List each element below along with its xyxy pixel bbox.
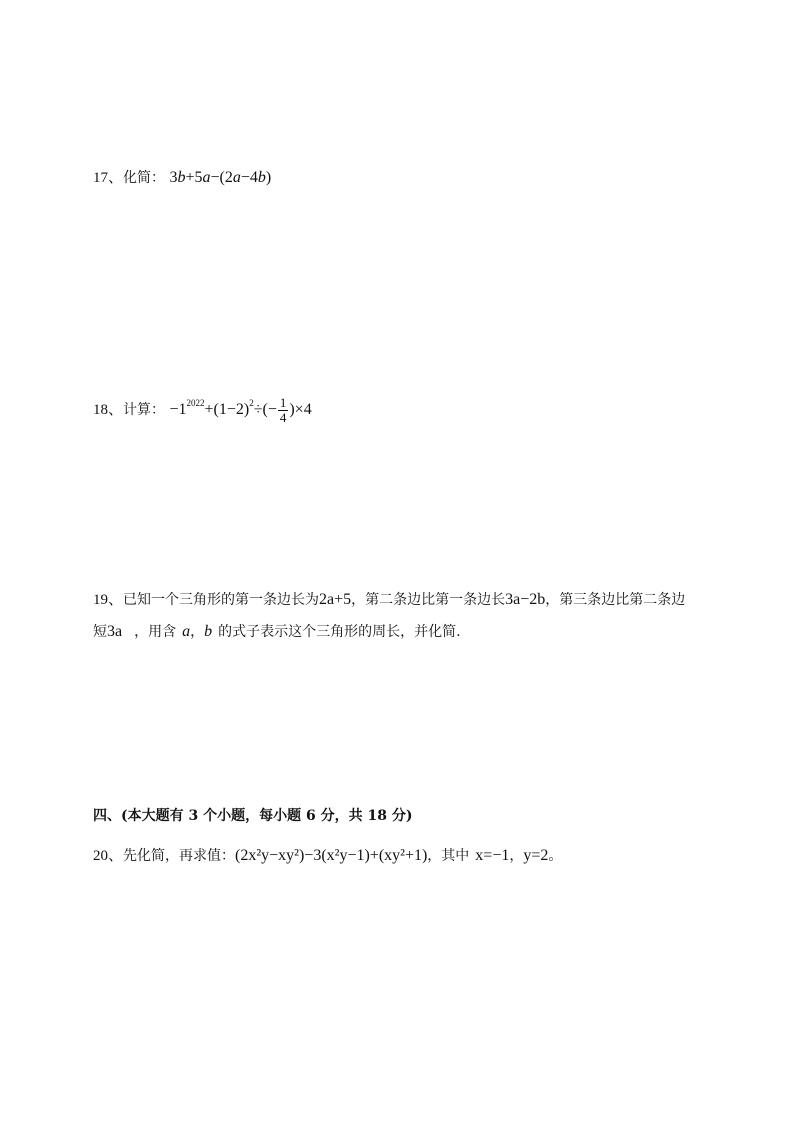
question-number: 19、 — [93, 592, 124, 608]
question-20: 20、先化简，再求值：(2x²y−xy²)−3(x²y−1)+(xy²+1)，其中 x=−1，y=2。 — [93, 847, 563, 864]
math-expression: 3b+5a−(2a−4b) — [169, 169, 272, 186]
condition-y: y=2 — [523, 847, 549, 864]
math-expression: (2x²y−xy²)−3(x²y−1)+(xy²+1) — [235, 847, 428, 864]
math-expression: 3a−2b — [505, 591, 546, 608]
variable-b: b — [204, 623, 213, 640]
question-19-line-2: 短3a ，用含 a，b 的式子表示这个三角形的周长，并化简. — [93, 623, 461, 640]
condition-x: x=−1 — [475, 847, 510, 864]
question-17 — [93, 168, 271, 188]
question-number: 18、 — [93, 402, 124, 419]
math-expression: 2a+5 — [319, 591, 352, 608]
math-expression: $-1^{2022}+(1-2)^2\div(-$ $\frac{1}{4}$ )×4 — [169, 395, 312, 425]
question-label: 化简： — [123, 170, 166, 186]
question-19-line-1: 19、已知一个三角形的第一条边长为2a+5，第二条边比第一条边长3a−2b，第三条边比第二条边 — [93, 591, 686, 608]
fraction: $\frac{1}{4}$ — [279, 395, 287, 425]
question-number: 17、 — [93, 170, 124, 186]
question-18 — [93, 396, 312, 425]
variable-a: a — [182, 623, 191, 640]
question-label: 先化简，再求值： — [123, 848, 236, 864]
question-label: 计算： — [123, 402, 166, 419]
math-expression: 3a — [107, 623, 123, 640]
section-heading: 四、(本大题有 3 个小题，每小题 6 分，共 18 分) — [93, 808, 413, 824]
question-number: 20、 — [93, 848, 124, 864]
